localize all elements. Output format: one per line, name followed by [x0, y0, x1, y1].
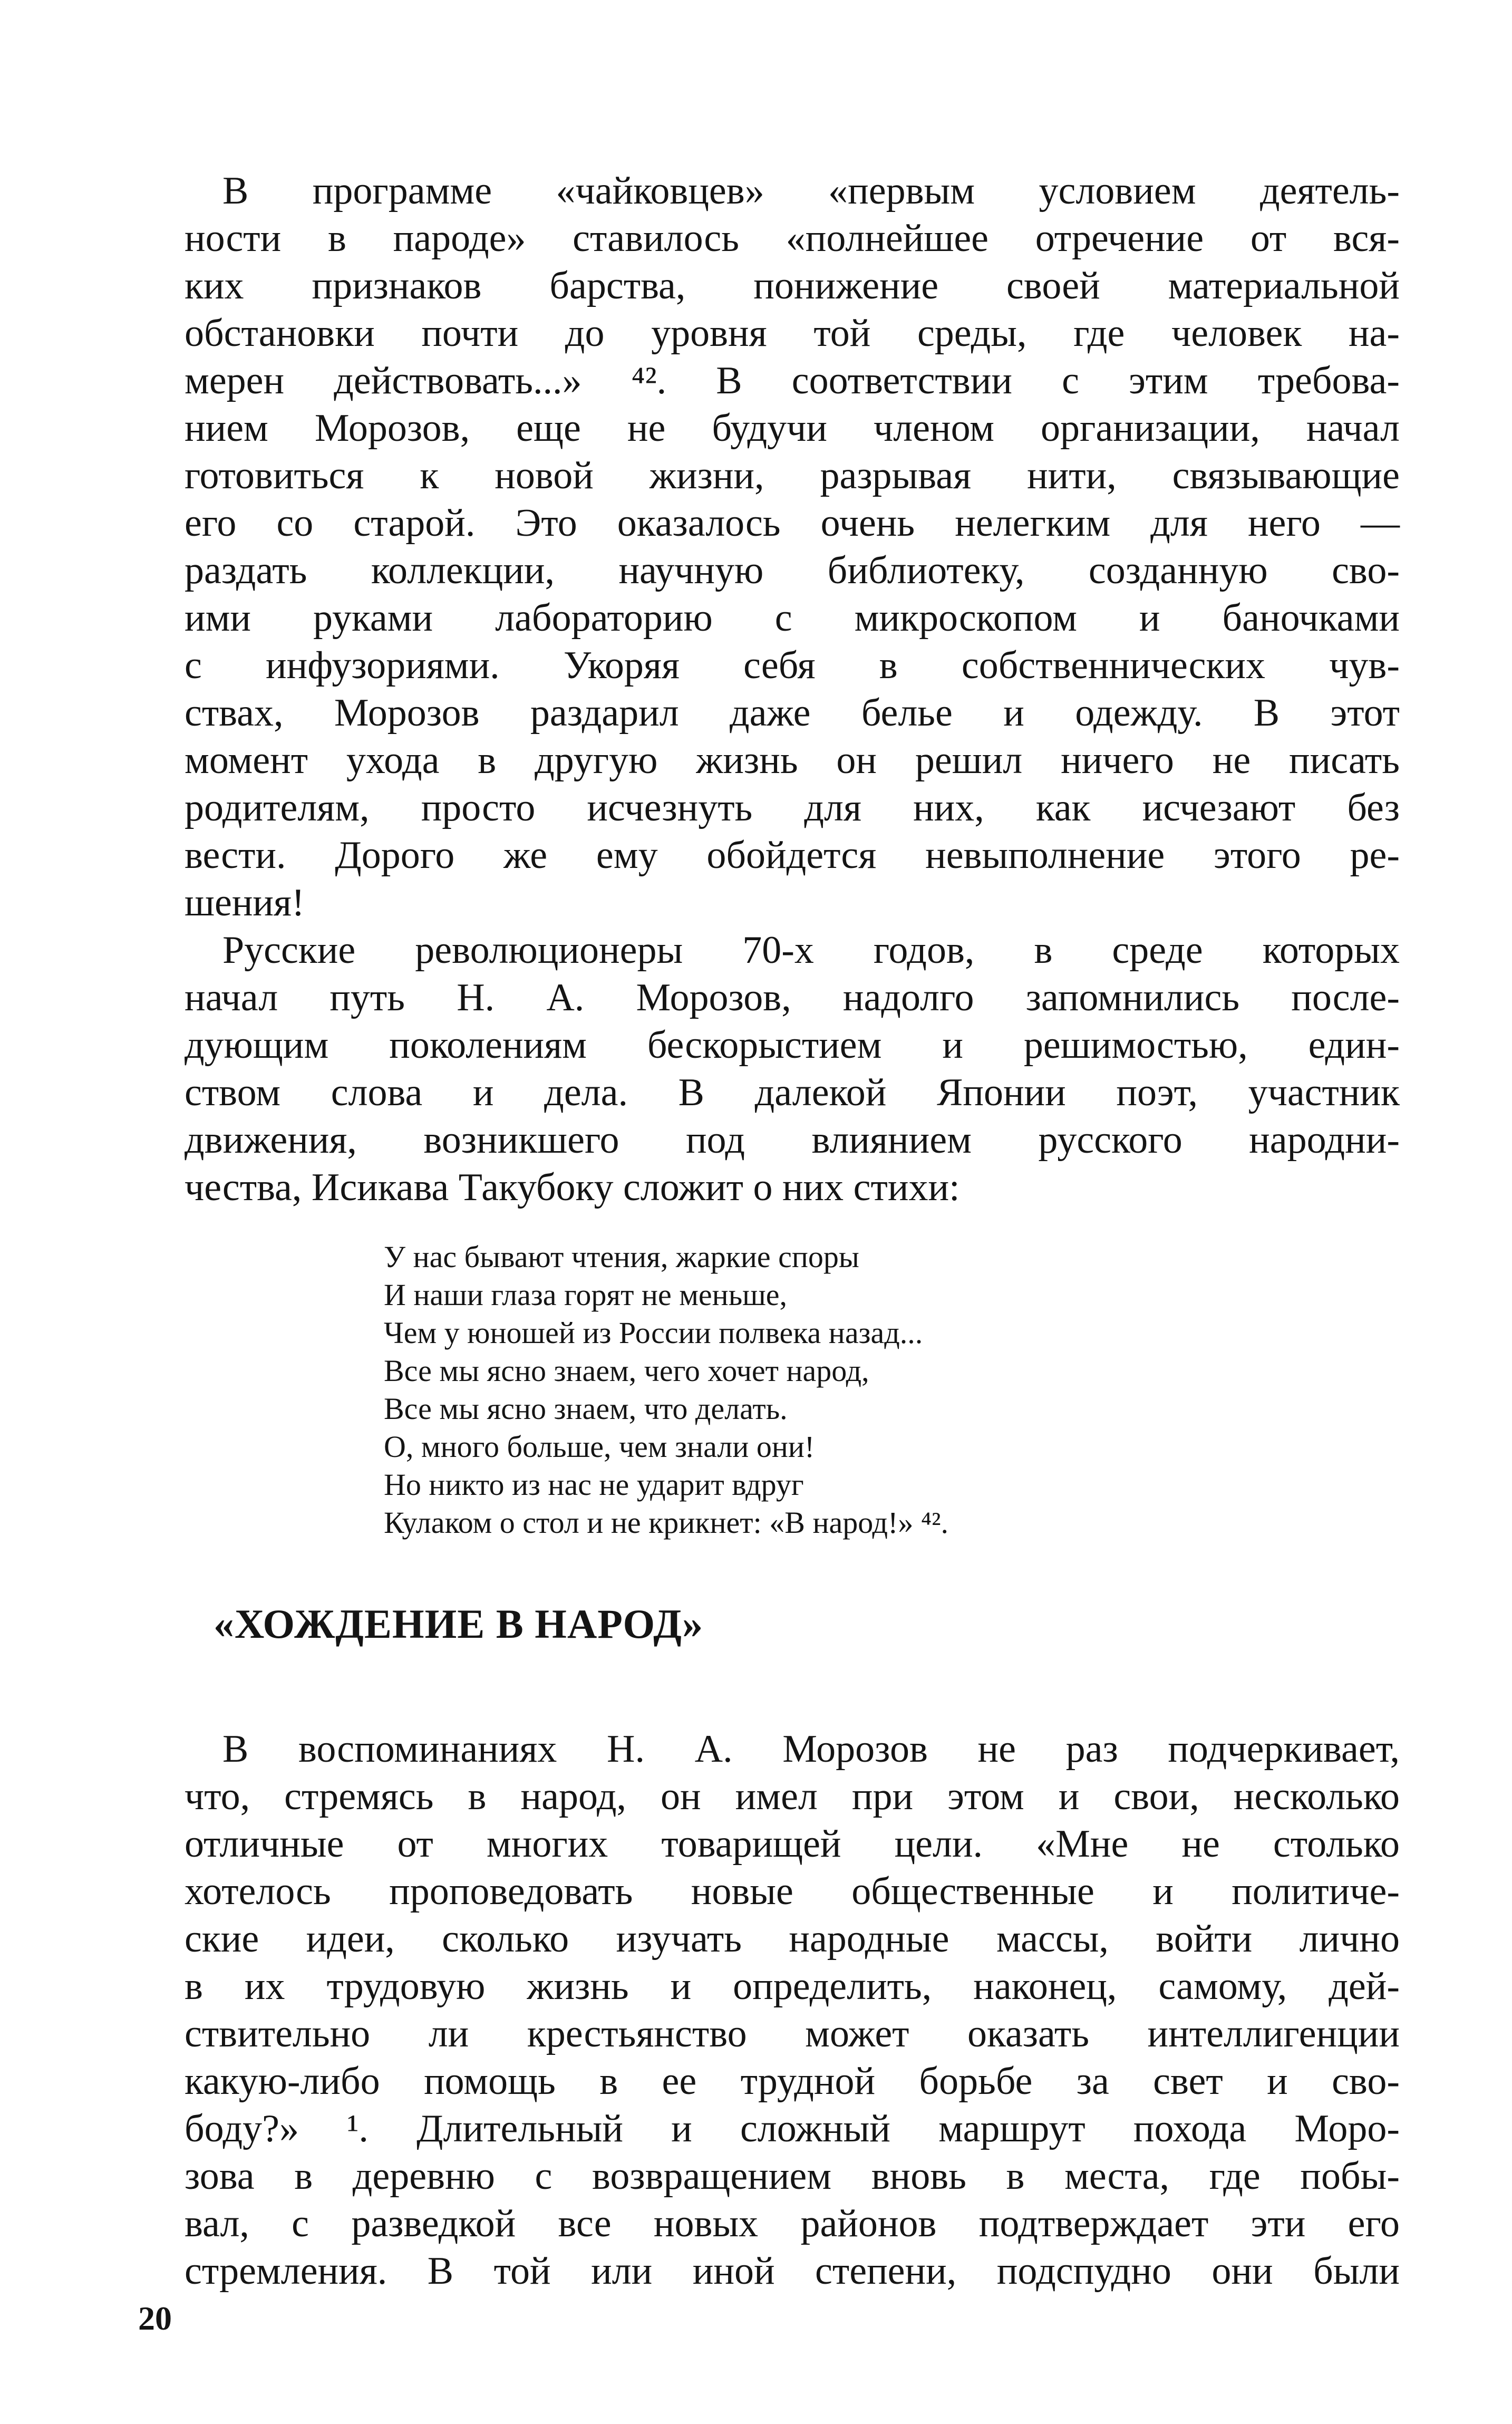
poem-line: И наши глаза горят не меньше, [384, 1278, 788, 1312]
text-line: его со старой. Это оказалось очень нелегким для него — [185, 501, 1400, 545]
text-line: ими руками лабораторию с микроскопом и баночками [185, 596, 1400, 640]
text-line: момент ухода в другую жизнь он решил ничего не писать [185, 739, 1400, 782]
text-line: дующим поколениям бескорыстием и решимостью, един- [185, 1023, 1400, 1067]
text-line: отличные от многих товарищей цели. «Мне не столько [185, 1822, 1400, 1866]
text-line: родителям, просто исчезнуть для них, как исчезают без [185, 786, 1400, 829]
text-line: боду?» ¹. Длительный и сложный маршрут похода Моро- [185, 2107, 1400, 2150]
text-line: ские идеи, сколько изучать народные массы, войти лично [185, 1917, 1400, 1961]
poem-line: Все мы ясно знаем, что делать. [384, 1392, 788, 1426]
text-line: раздать коллекции, научную библиотеку, созданную сво- [185, 549, 1400, 592]
text-line: что, стремясь в народ, он имел при этом и свои, несколько [185, 1775, 1400, 1818]
text-line: В программе «чайковцев» «первым условием деятель- [222, 169, 1400, 213]
text-line: вести. Дорого же ему обойдется невыполнение этого ре- [185, 834, 1400, 877]
page-number: 20 [138, 2300, 172, 2337]
text-line: В воспоминаниях Н. А. Морозов не раз подчеркивает, [222, 1727, 1400, 1771]
text-line: вал, с разведкой все новых районов подтверждает эти его [185, 2202, 1400, 2245]
text-line: в их трудовую жизнь и определить, наконец, самому, дей- [185, 1965, 1400, 2008]
text-line: какую-либо помощь в ее трудной борьбе за свет и сво- [185, 2060, 1400, 2103]
section-heading: «ХОЖДЕНИЕ В НАРОД» [214, 1601, 703, 1647]
poem-line: Чем у юношей из России полвека назад... [384, 1316, 923, 1350]
text-line: Русские революционеры 70-х годов, в среде которых [222, 929, 1400, 972]
text-line: ствах, Морозов раздарил даже белье и одежду. В этот [185, 691, 1400, 735]
text-line: хотелось проповедовать новые общественные и политиче- [185, 1870, 1400, 1913]
text-line: с инфузориями. Укоряя себя в собственнических чув- [185, 644, 1400, 687]
text-line: шения! [185, 881, 305, 924]
text-line: начал путь Н. А. Морозов, надолго запомнились после- [185, 976, 1400, 1019]
text-line: стремления. В той или иной степени, подспудно они были [185, 2249, 1400, 2293]
text-line: ности в пароде» ставилось «полнейшее отречение от вся- [185, 217, 1400, 260]
text-line: нием Морозов, еще не будучи членом организации, начал [185, 407, 1400, 450]
text-line: мерен действовать...» ⁴². В соответствии с этим требова- [185, 359, 1400, 402]
text-line: обстановки почти до уровня той среды, где человек на- [185, 312, 1400, 355]
poem-line: У нас бывают чтения, жаркие споры [384, 1240, 859, 1274]
poem-line: Кулаком о стол и не крикнет: «В народ!» ⁴². [384, 1505, 948, 1540]
poem-line: Все мы ясно знаем, чего хочет народ, [384, 1354, 869, 1388]
text-line: зова в деревню с возвращением вновь в места, где побы- [185, 2155, 1400, 2198]
text-line: ких признаков барства, понижение своей материальной [185, 264, 1400, 307]
text-line: движения, возникшего под влиянием русского народни- [185, 1118, 1400, 1162]
poem-line: О, много больше, чем знали они! [384, 1430, 815, 1464]
text-line: ством слова и дела. В далекой Японии поэт, участник [185, 1071, 1400, 1114]
poem-line: Но никто из нас не ударит вдруг [384, 1467, 804, 1502]
text-line: чества, Исикава Такубоку сложит о них стихи: [185, 1166, 960, 1209]
text-line: ствительно ли крестьянство может оказать интеллигенции [185, 2012, 1400, 2055]
text-line: готовиться к новой жизни, разрывая нити, связывающие [185, 454, 1400, 497]
